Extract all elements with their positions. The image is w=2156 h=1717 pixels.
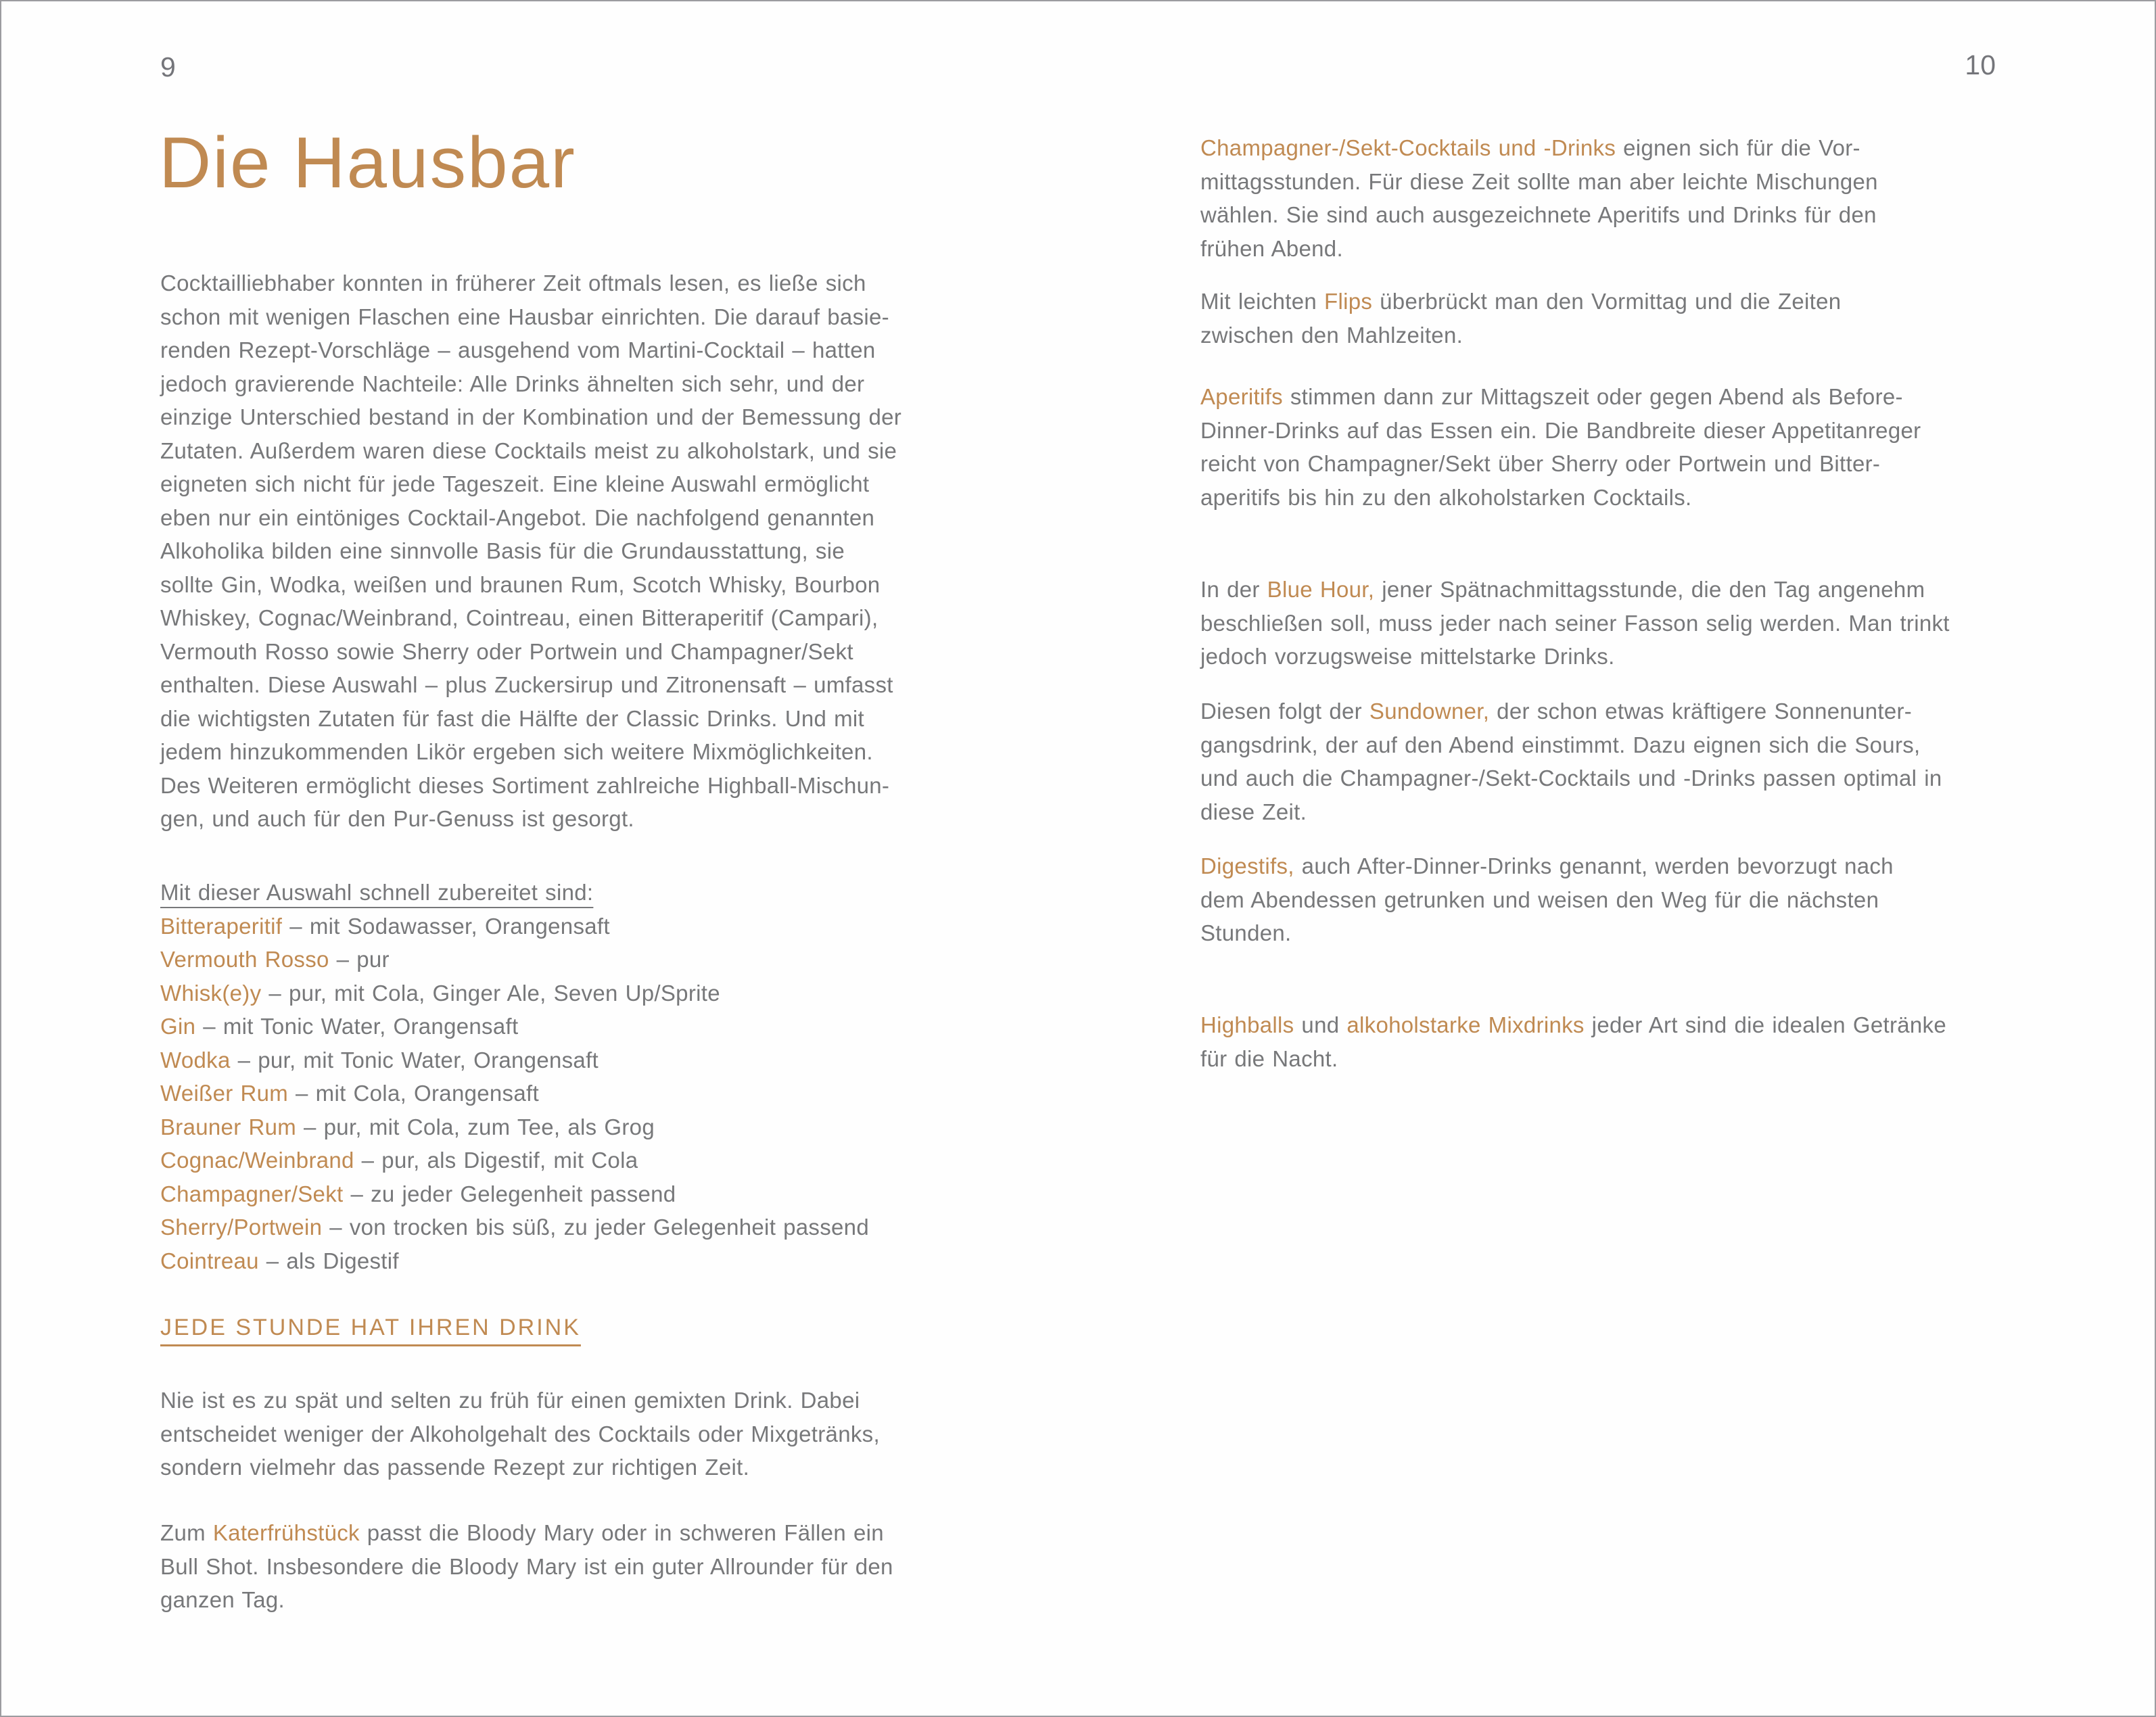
body-text-segment: Zutaten. Außerdem waren diese Cocktails meist zu alkoholstark, und sie xyxy=(160,438,897,463)
body-text-segment: einzige Unterschied bestand in der Kombination und der Bemessung der xyxy=(160,404,902,429)
body-text-segment: Zum xyxy=(160,1520,213,1545)
body-text-segment: In der xyxy=(1200,577,1267,602)
body-text-segment: passt die Bloody Mary oder in schweren Fällen ein xyxy=(359,1520,884,1545)
katerfruehstueck-paragraph xyxy=(160,1516,982,1617)
body-text-segment: schon mit wenigen Flaschen eine Hausbar einrichten. Die darauf basie- xyxy=(160,304,889,329)
body-text-segment: diese Zeit. xyxy=(1200,799,1307,824)
paragraph-blue-hour xyxy=(1200,573,2022,674)
body-text-segment: Dinner-Drinks auf das Essen ein. Die Bandbreite dieser Appetitanreger xyxy=(1200,417,1921,443)
body-text-segment: auch After-Dinner-Drinks genannt, werden bevorzugt nach xyxy=(1294,853,1894,878)
body-text-segment: jedem hinzukommenden Likör ergeben sich weitere Mixmöglichkeiten. xyxy=(160,739,873,764)
list-item-lead: Vermouth Rosso xyxy=(160,947,329,972)
body-text-segment: beschließen soll, muss jeder nach seiner Fasson selig werden. Man trinkt xyxy=(1200,610,1950,636)
body-text-segment: reicht von Champagner/Sekt über Sherry oder Portwein und Bitter- xyxy=(1200,451,1881,476)
body-text-segment: überbrückt man den Vormittag und die Zeiten xyxy=(1372,289,1842,314)
body-text-segment: Whiskey, Cognac/Weinbrand, Cointreau, einen Bitteraperitif (Campari), xyxy=(160,605,878,630)
body-text-segment: jener Spätnachmittagsstunde, die den Tag angenehm xyxy=(1374,577,1925,602)
paragraph-sundowner xyxy=(1200,695,2022,828)
accent-text: Blue Hour, xyxy=(1267,577,1375,602)
list-item xyxy=(160,1077,992,1110)
paragraph-highballs xyxy=(1200,1008,2022,1075)
body-text-segment: sollte Gin, Wodka, weißen und braunen Rum, Scotch Whisky, Bourbon xyxy=(160,571,881,597)
body-text-segment: enthalten. Diese Auswahl – plus Zuckersirup und Zitronensaft – umfasst xyxy=(160,672,893,697)
list-item-rest: – pur, als Digestif, mit Cola xyxy=(354,1148,638,1173)
body-text-segment: und auch die Champagner-/Sekt-Cocktails und -Drinks passen optimal in xyxy=(1200,766,1942,791)
body-text-segment: jedoch vorzugsweise mittelstarke Drinks. xyxy=(1200,644,1615,669)
list-item-rest: – zu jeder Gelegenheit passend xyxy=(343,1181,676,1206)
body-text-segment: Bull Shot. Insbesondere die Bloody Mary ist ein guter Allrounder für den xyxy=(160,1553,893,1579)
body-text-segment: frühen Abend. xyxy=(1200,235,1343,261)
quick-drinks-list xyxy=(160,910,992,1278)
list-item xyxy=(160,1010,992,1043)
list-item-lead: Brauner Rum xyxy=(160,1114,297,1139)
body-text-segment: jeder Art sind die idealen Getränke xyxy=(1584,1012,1946,1037)
list-item xyxy=(160,1177,992,1211)
body-text-segment: mittagsstunden. Für diese Zeit sollte man aber leichte Mischungen xyxy=(1200,168,1878,194)
paragraph-aperitifs xyxy=(1200,380,2022,514)
list-item xyxy=(160,943,992,977)
list-item-rest: – von trocken bis süß, zu jeder Gelegenheit passend xyxy=(322,1215,869,1240)
body-text-segment: wählen. Sie sind auch ausgezeichnete Aperitifs und Drinks für den xyxy=(1200,202,1877,227)
list-item xyxy=(160,1110,992,1144)
body-text-segment: dem Abendessen getrunken und weisen den Weg für die nächsten xyxy=(1200,887,1879,912)
body-text-segment: die wichtigsten Zutaten für fast die Hälfte der Classic Drinks. Und mit xyxy=(160,705,865,731)
list-item-lead: Whisk(e)y xyxy=(160,980,262,1006)
page-number-right: 10 xyxy=(1965,49,1996,80)
list-item-rest: – pur, mit Cola, Ginger Ale, Seven Up/Sprite xyxy=(261,980,720,1006)
list-item xyxy=(160,1144,992,1177)
list-heading: Mit dieser Auswahl schnell zubereitet sind: xyxy=(160,880,594,905)
list-item-lead: Sherry/Portwein xyxy=(160,1215,323,1240)
body-text-segment: Nie ist es zu spät und selten zu früh für einen gemixten Drink. Dabei xyxy=(160,1388,860,1413)
intro-paragraph xyxy=(160,266,982,836)
list-item-rest: – pur xyxy=(329,947,390,972)
body-text-segment: der schon etwas kräftigere Sonnenunter- xyxy=(1489,699,1913,724)
section-heading: JEDE STUNDE HAT IHREN DRINK xyxy=(160,1315,581,1340)
accent-text: Flips xyxy=(1323,289,1373,314)
paragraph-flips xyxy=(1200,285,2022,352)
page-number-left: 9 xyxy=(160,51,176,83)
body-text-segment: entscheidet weniger der Alkoholgehalt des Cocktails oder Mixgetränks, xyxy=(160,1421,880,1446)
body-text-segment: renden Rezept-Vorschläge – ausgehend vom Martini-Cocktail – hatten xyxy=(160,337,876,362)
body-text-segment: sondern vielmehr das passende Rezept zur richtigen Zeit. xyxy=(160,1455,750,1480)
list-item-rest: – als Digestif xyxy=(258,1248,399,1273)
accent-text: Highballs xyxy=(1200,1012,1294,1037)
accent-text: Aperitifs xyxy=(1200,384,1283,409)
list-item-lead: Cointreau xyxy=(160,1248,259,1273)
timing-paragraph xyxy=(160,1384,982,1484)
quick-drinks-block xyxy=(160,876,992,1277)
list-item xyxy=(160,1210,992,1244)
list-item-lead: Cognac/Weinbrand xyxy=(160,1148,354,1173)
body-text-segment: Vermouth Rosso sowie Sherry oder Portwein und Champagner/Sekt xyxy=(160,638,853,664)
body-text-segment: eigneten sich nicht für jede Tageszeit. Eine kleine Auswahl ermöglicht xyxy=(160,471,870,496)
list-item-lead: Weißer Rum xyxy=(160,1081,289,1106)
body-text-segment: ganzen Tag. xyxy=(160,1587,285,1612)
list-item-rest: – pur, mit Tonic Water, Orangensaft xyxy=(230,1047,599,1073)
list-item-rest: – mit Cola, Orangensaft xyxy=(288,1081,539,1106)
list-item-rest: – mit Tonic Water, Orangensaft xyxy=(195,1014,519,1039)
list-item-rest: – mit Sodawasser, Orangensaft xyxy=(282,913,610,939)
body-text-segment: Des Weiteren ermöglicht dieses Sortiment zahlreiche Highball-Mischun- xyxy=(160,772,890,798)
paragraph-digestifs xyxy=(1200,849,2022,950)
list-item xyxy=(160,977,992,1010)
body-text-segment: Alkoholika bilden eine sinnvolle Basis für die Grundausstattung, sie xyxy=(160,538,845,563)
list-item-lead: Bitteraperitif xyxy=(160,913,283,939)
body-text-segment: Diesen folgt der xyxy=(1200,699,1369,724)
list-item-rest: – pur, mit Cola, zum Tee, als Grog xyxy=(296,1114,655,1139)
body-text-segment: und xyxy=(1294,1012,1347,1037)
body-text-segment: Mit leichten xyxy=(1200,289,1324,314)
list-item xyxy=(160,1043,992,1077)
body-text-segment: gangsdrink, der auf den Abend einstimmt. Dazu eignen sich die Sours, xyxy=(1200,732,1921,757)
list-item-lead: Champagner/Sekt xyxy=(160,1181,344,1206)
body-text-segment: jedoch gravierende Nachteile: Alle Drinks ähnelten sich sehr, und der xyxy=(160,371,865,396)
body-text-segment: Stunden. xyxy=(1200,920,1292,945)
list-item xyxy=(160,910,992,943)
accent-text: Katerfrühstück xyxy=(212,1520,360,1545)
paragraph-champagner-sekt xyxy=(1200,131,2022,265)
list-item-lead: Wodka xyxy=(160,1047,231,1073)
body-text-segment: Cocktailliebhaber konnten in früherer Zeit oftmals lesen, es ließe sich xyxy=(160,271,866,296)
body-text-segment: aperitifs bis hin zu den alkoholstarken Cocktails. xyxy=(1200,484,1692,510)
accent-text: Champagner-/Sekt-Cocktails und -Drinks xyxy=(1200,135,1616,160)
page-title: Die Hausbar xyxy=(159,122,576,203)
body-text-segment: gen, und auch für den Pur-Genuss ist gesorgt. xyxy=(160,806,634,831)
body-text-segment: zwischen den Mahlzeiten. xyxy=(1200,322,1463,348)
body-text-segment: stimmen dann zur Mittagszeit oder gegen Abend als Before- xyxy=(1282,384,1903,409)
list-item-lead: Gin xyxy=(160,1014,196,1039)
accent-text: Digestifs, xyxy=(1200,853,1294,878)
accent-text: alkoholstarke Mixdrinks xyxy=(1346,1012,1585,1037)
body-text-segment: für die Nacht. xyxy=(1200,1045,1338,1071)
list-item xyxy=(160,1244,992,1278)
body-text-segment: eben nur ein eintöniges Cocktail-Angebot. Die nachfolgend genannten xyxy=(160,504,875,530)
body-text-segment: eignen sich für die Vor- xyxy=(1616,135,1860,160)
accent-text: Sundowner, xyxy=(1369,699,1490,724)
